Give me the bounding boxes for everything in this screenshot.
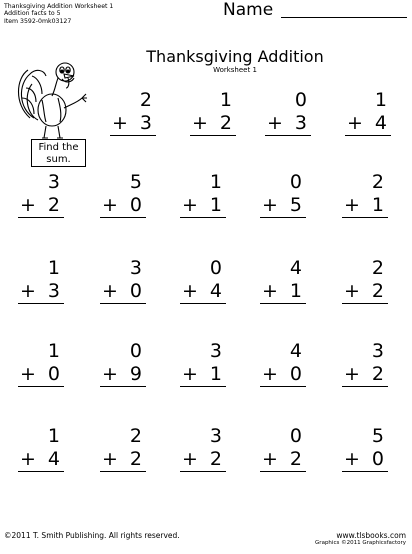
addend-top: 4 bbox=[289, 257, 302, 279]
addend-top: 2 bbox=[139, 89, 152, 111]
addend-bottom-row bbox=[18, 448, 64, 472]
addend-top: 3 bbox=[209, 340, 222, 362]
addend-bottom: 2 bbox=[219, 112, 232, 134]
addition-problem bbox=[260, 171, 306, 218]
addend-bottom: 0 bbox=[371, 448, 384, 470]
addend-bottom-row bbox=[260, 363, 306, 387]
addition-problem bbox=[100, 171, 146, 218]
addend-top: 1 bbox=[47, 257, 60, 279]
addend-top: 2 bbox=[371, 171, 384, 193]
addend-bottom-row bbox=[100, 194, 146, 218]
addend-top: 4 bbox=[289, 340, 302, 362]
addend-top: 0 bbox=[294, 89, 307, 111]
name-label: Name bbox=[223, 0, 274, 20]
addend-bottom: 3 bbox=[47, 280, 60, 302]
addend-bottom: 0 bbox=[47, 363, 60, 385]
addend-bottom-row bbox=[342, 194, 388, 218]
addend-top: 5 bbox=[129, 171, 142, 193]
addend-bottom: 2 bbox=[47, 194, 60, 216]
meta-line: Addition facts to 5 bbox=[4, 10, 61, 18]
addend-bottom-row bbox=[100, 363, 146, 387]
addend-bottom: 1 bbox=[371, 194, 384, 216]
addend-bottom-row bbox=[260, 280, 306, 304]
addend-bottom-row bbox=[260, 448, 306, 472]
addition-problem bbox=[100, 257, 146, 304]
plus-sign: + bbox=[102, 448, 118, 470]
copyright-notice: ©2011 T. Smith Publishing. All rights reserved. bbox=[4, 531, 180, 540]
addend-top: 1 bbox=[219, 89, 232, 111]
addend-top: 0 bbox=[209, 257, 222, 279]
addition-problem bbox=[18, 425, 64, 472]
plus-sign: + bbox=[20, 448, 36, 470]
addend-bottom: 2 bbox=[371, 363, 384, 385]
addition-problem bbox=[345, 89, 391, 136]
addend-top: 2 bbox=[371, 257, 384, 279]
footer-credits bbox=[315, 531, 406, 547]
addition-problem bbox=[260, 425, 306, 472]
addend-bottom-row bbox=[100, 280, 146, 304]
addition-problem bbox=[18, 257, 64, 304]
addition-problem bbox=[190, 89, 236, 136]
plus-sign: + bbox=[347, 112, 363, 134]
addition-problem bbox=[18, 171, 64, 218]
addend-bottom: 4 bbox=[209, 280, 222, 302]
addition-problem bbox=[260, 257, 306, 304]
addition-problem bbox=[180, 171, 226, 218]
name-line[interactable] bbox=[281, 17, 407, 18]
addend-top: 3 bbox=[371, 340, 384, 362]
addition-problem bbox=[100, 425, 146, 472]
addition-problem bbox=[100, 340, 146, 387]
addend-bottom: 1 bbox=[289, 280, 302, 302]
plus-sign: + bbox=[344, 194, 360, 216]
addend-bottom: 4 bbox=[47, 448, 60, 470]
meta-line: Thanksgiving Addition Worksheet 1 bbox=[4, 3, 114, 10]
addend-bottom-row bbox=[342, 280, 388, 304]
graphics-credit: Graphics ©2011 Graphicsfactory bbox=[315, 540, 406, 546]
turkey-illustration bbox=[12, 58, 98, 144]
addend-bottom-row bbox=[190, 112, 236, 136]
addend-bottom: 1 bbox=[209, 194, 222, 216]
plus-sign: + bbox=[262, 280, 278, 302]
worksheet-meta bbox=[4, 3, 113, 25]
addend-bottom-row bbox=[342, 363, 388, 387]
plus-sign: + bbox=[344, 280, 360, 302]
meta-line: Item 3592-0mk03127 bbox=[4, 17, 72, 25]
addend-bottom: 2 bbox=[209, 448, 222, 470]
plus-sign: + bbox=[20, 194, 36, 216]
addend-bottom: 9 bbox=[129, 363, 142, 385]
plus-sign: + bbox=[262, 194, 278, 216]
addition-problem bbox=[260, 340, 306, 387]
addend-bottom-row bbox=[180, 363, 226, 387]
addend-bottom: 5 bbox=[289, 194, 302, 216]
page-subtitle: Worksheet 1 bbox=[213, 66, 257, 74]
addition-problem bbox=[180, 425, 226, 472]
addend-bottom-row bbox=[180, 280, 226, 304]
addend-bottom-row bbox=[345, 112, 391, 136]
addend-bottom-row bbox=[110, 112, 156, 136]
addition-problem bbox=[180, 257, 226, 304]
addend-bottom: 2 bbox=[289, 448, 302, 470]
plus-sign: + bbox=[112, 112, 128, 134]
find-the-sum-sign: Find the sum. bbox=[31, 139, 86, 167]
plus-sign: + bbox=[182, 280, 198, 302]
plus-sign: + bbox=[344, 363, 360, 385]
addend-top: 1 bbox=[47, 425, 60, 447]
addend-bottom-row bbox=[342, 448, 388, 472]
addend-bottom-row bbox=[18, 280, 64, 304]
addition-problem bbox=[342, 425, 388, 472]
plus-sign: + bbox=[182, 448, 198, 470]
addend-bottom: 4 bbox=[374, 112, 387, 134]
plus-sign: + bbox=[102, 363, 118, 385]
addend-bottom: 0 bbox=[289, 363, 302, 385]
plus-sign: + bbox=[262, 448, 278, 470]
plus-sign: + bbox=[102, 280, 118, 302]
addend-bottom: 3 bbox=[139, 112, 152, 134]
plus-sign: + bbox=[102, 194, 118, 216]
page-title: Thanksgiving Addition bbox=[146, 47, 324, 66]
addend-top: 3 bbox=[129, 257, 142, 279]
addend-top: 1 bbox=[374, 89, 387, 111]
addition-problem bbox=[18, 340, 64, 387]
addend-top: 0 bbox=[129, 340, 142, 362]
addend-bottom: 2 bbox=[371, 280, 384, 302]
plus-sign: + bbox=[20, 280, 36, 302]
plus-sign: + bbox=[192, 112, 208, 134]
addend-top: 1 bbox=[47, 340, 60, 362]
addend-bottom-row bbox=[180, 194, 226, 218]
addition-problem bbox=[110, 89, 156, 136]
addend-bottom-row bbox=[18, 363, 64, 387]
addition-problem bbox=[342, 340, 388, 387]
name-field bbox=[223, 0, 408, 22]
plus-sign: + bbox=[262, 363, 278, 385]
addend-bottom-row bbox=[180, 448, 226, 472]
addend-top: 0 bbox=[289, 171, 302, 193]
addend-bottom-row bbox=[260, 194, 306, 218]
addend-bottom: 0 bbox=[129, 280, 142, 302]
plus-sign: + bbox=[20, 363, 36, 385]
addend-bottom: 0 bbox=[129, 194, 142, 216]
addend-bottom-row bbox=[265, 112, 311, 136]
addend-top: 3 bbox=[47, 171, 60, 193]
plus-sign: + bbox=[182, 194, 198, 216]
addend-top: 3 bbox=[209, 425, 222, 447]
addition-problem bbox=[342, 257, 388, 304]
addend-top: 0 bbox=[289, 425, 302, 447]
addend-top: 5 bbox=[371, 425, 384, 447]
addition-problem bbox=[265, 89, 311, 136]
plus-sign: + bbox=[182, 363, 198, 385]
plus-sign: + bbox=[344, 448, 360, 470]
addend-bottom-row bbox=[18, 194, 64, 218]
addend-bottom: 3 bbox=[294, 112, 307, 134]
addend-top: 2 bbox=[129, 425, 142, 447]
plus-sign: + bbox=[267, 112, 283, 134]
website-link[interactable]: www.tlsbooks.com bbox=[336, 531, 406, 540]
addition-problem bbox=[342, 171, 388, 218]
addend-bottom: 1 bbox=[209, 363, 222, 385]
addend-bottom: 2 bbox=[129, 448, 142, 470]
addend-top: 1 bbox=[209, 171, 222, 193]
addend-bottom-row bbox=[100, 448, 146, 472]
addition-problem bbox=[180, 340, 226, 387]
